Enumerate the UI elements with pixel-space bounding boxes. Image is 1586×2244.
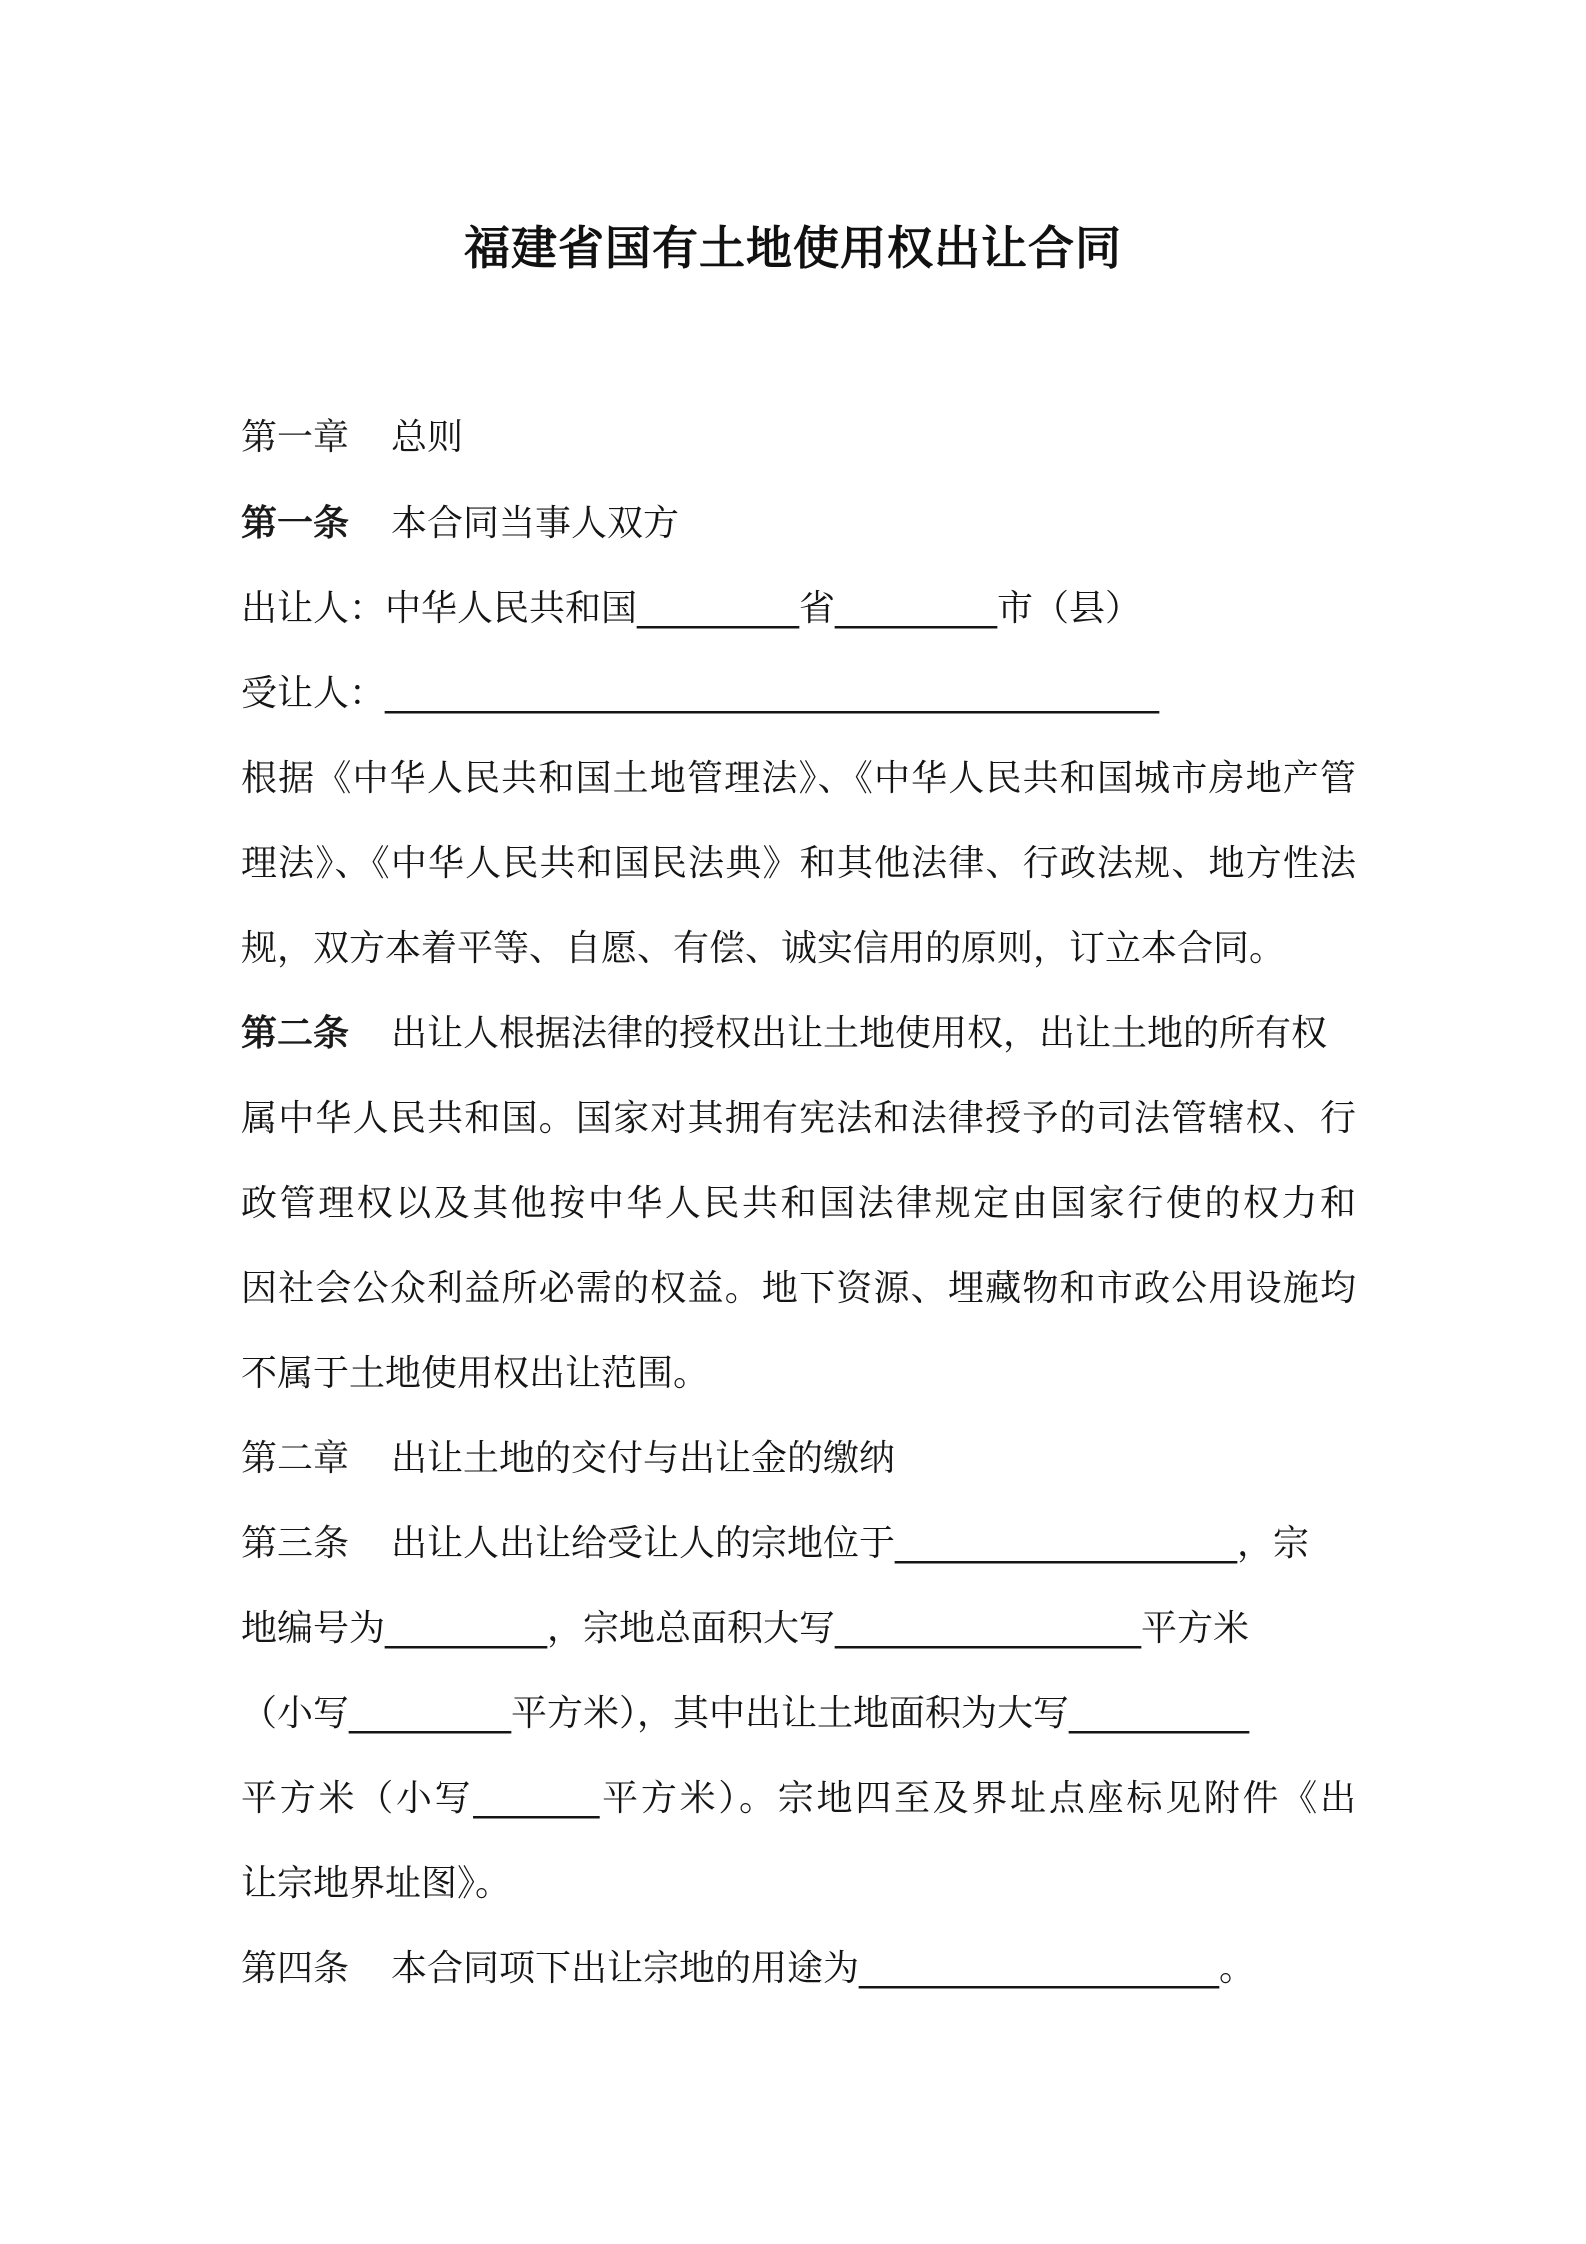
chapter-1-heading (241, 414, 1356, 462)
basis-line-1: 根据《中华人民共和国土地管理法》、《中华人民共和国城市房地产管 (241, 758, 1356, 799)
transferee-line: 受让人：___________________________________________ (241, 673, 1160, 714)
chapter-2-label: 第二章 (241, 1438, 350, 1479)
transferor-line: 出让人：中华人民共和国_________省_________市（县） (241, 588, 1142, 629)
article-3-line-5: 让宗地界址图》。 (241, 1863, 512, 1904)
basis-line-2: 理法》、《中华人民共和国民法典》和其他法律、行政法规、地方性法 (241, 843, 1356, 884)
document-title: 福建省国有土地使用权出让合同 (464, 221, 1122, 275)
chapter-1-label: 第一章 (241, 417, 350, 458)
article-3 (241, 1520, 1356, 1568)
article-2-line-5: 不属于土地使用权出让范围。 (241, 1353, 710, 1394)
article-2 (241, 1010, 1356, 1058)
article-1 (241, 500, 1356, 548)
basis-line-3: 规，双方本着平等、自愿、有偿、诚实信用的原则，订立本合同。 (241, 928, 1286, 969)
chapter-2-title: 出让土地的交付与出让金的缴纳 (391, 1438, 896, 1479)
article-2-label: 第二条 (241, 1013, 350, 1054)
chapter-1-title: 总则 (391, 417, 464, 458)
article-4 (241, 1945, 1356, 1993)
article-4-label: 第四条 (241, 1948, 350, 1989)
article-3-line-3: （小写_________平方米），其中出让土地面积为大写__________ (241, 1693, 1250, 1734)
article-1-label: 第一条 (241, 503, 350, 544)
article-1-text: 本合同当事人双方 (391, 503, 680, 544)
article-4-text: 本合同项下出让宗地的用途为____________________。 (391, 1948, 1256, 1989)
article-3-label: 第三条 (241, 1523, 350, 1564)
article-3-line-4: 平方米（小写_______平方米）。宗地四至及界址点座标见附件《出 (241, 1778, 1356, 1819)
chapter-2-heading (241, 1435, 1356, 1483)
article-2-first-line: 出让人根据法律的授权出让土地使用权，出让土地的所有权 (391, 1013, 1328, 1054)
article-3-line-2: 地编号为_________，宗地总面积大写_________________平方米 (241, 1608, 1250, 1649)
article-2-line-4: 因社会公众利益所必需的权益。地下资源、埋藏物和市政公用设施均 (241, 1268, 1356, 1309)
article-2-line-2: 属中华人民共和国。国家对其拥有宪法和法律授予的司法管辖权、行 (241, 1098, 1356, 1139)
article-3-first-line: 出让人出让给受让人的宗地位于___________________，宗 (391, 1523, 1310, 1564)
article-2-line-3: 政管理权以及其他按中华人民共和国法律规定由国家行使的权力和 (241, 1183, 1356, 1224)
